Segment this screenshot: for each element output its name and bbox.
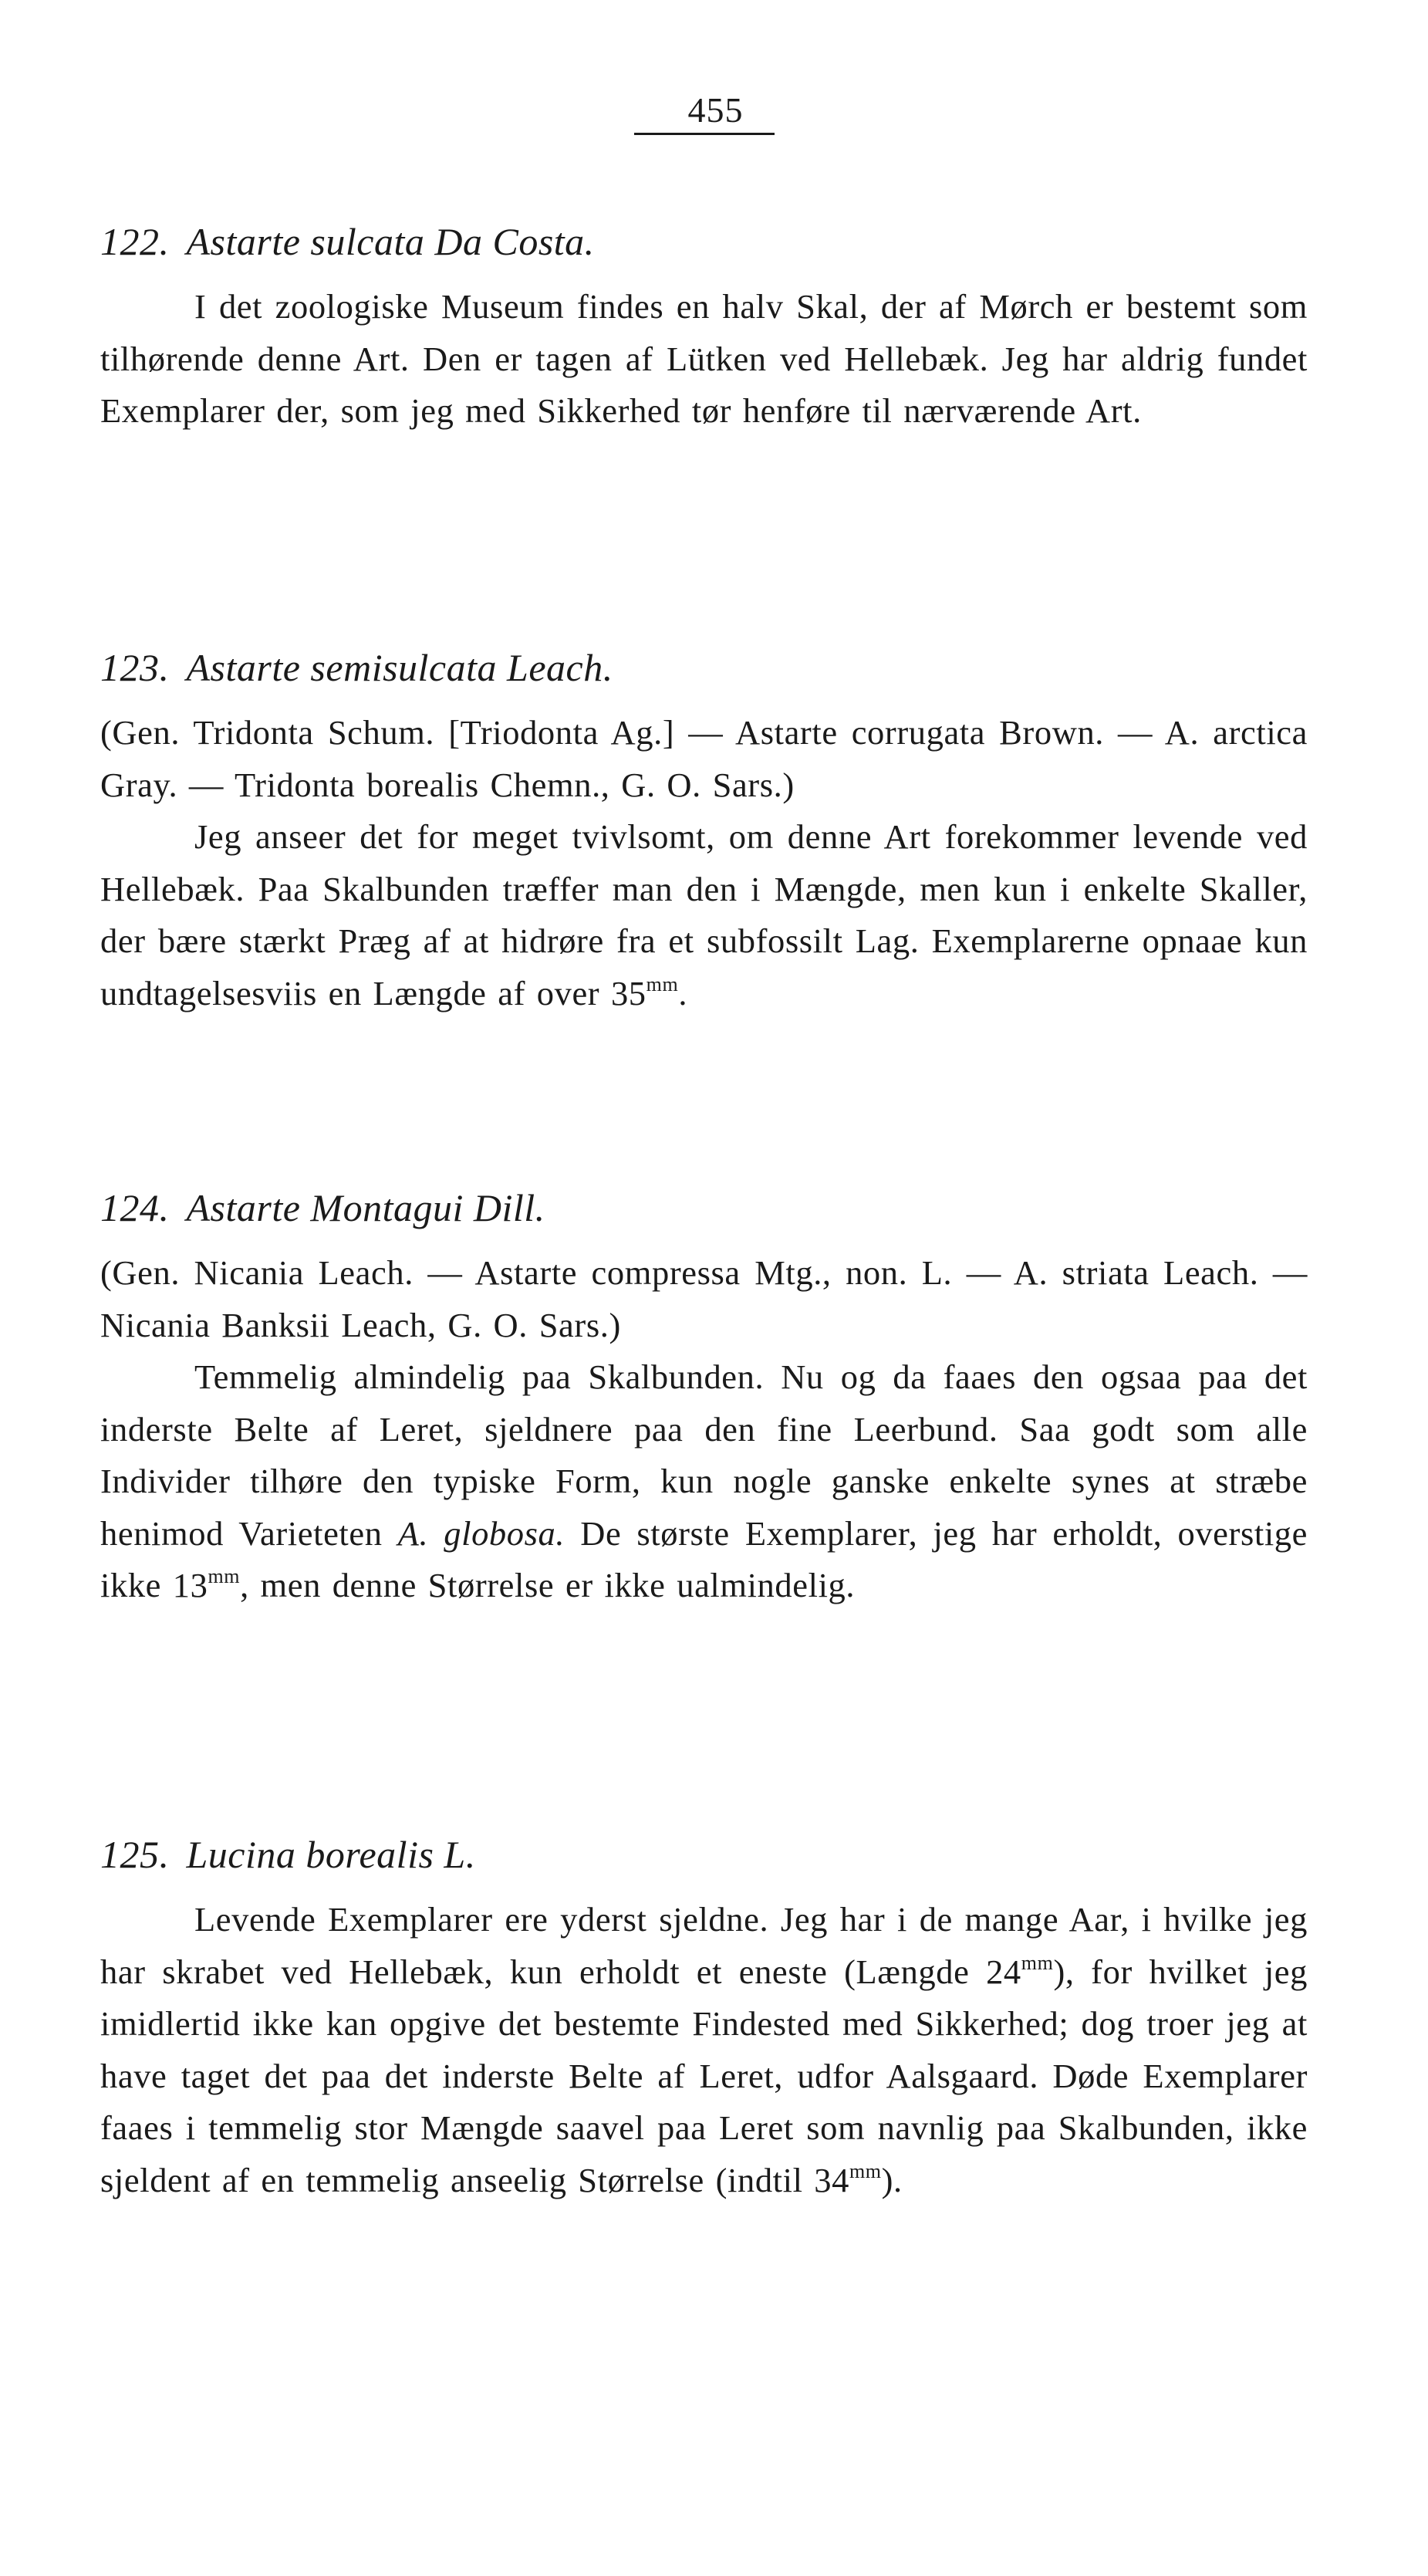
synonymy-paragraph: (Gen. Nicania Leach. — Astarte compressa Mtg., non. L. — A. striata Leach. — Nicania Banksii Leach, G. O. Sars.) <box>100 1253 1308 1344</box>
paragraph: Jeg anseer det for meget tvivlsomt, om denne Art forekommer levende ved Hellebæk. Paa Skalbunden træffer man den i Mængde, men kun i enkelte Skaller, der bære stærkt Præg af at hidrøre fra et subfossilt Lag. Exemplarerne opnaae kun undtagelsesviis en Længde af over $35^{mm}$. <box>100 817 1308 1012</box>
paragraph: I det zoologiske Museum findes en halv Skal, der af Mørch er bestemt som tilhørende denne Art. Den er tagen af Lütken ved Hellebæk. Jeg har aldrig fundet Exemplarer der, som jeg med Sikkerhed tør henføre til nærværende Art. <box>100 287 1308 430</box>
section-heading <box>100 648 1308 687</box>
page-number: 455 <box>100 93 1308 135</box>
unit-mm: mm <box>1021 1951 1054 1974</box>
section-number: 124. <box>100 1186 170 1229</box>
section-title: Astarte sulcata Da Costa. <box>186 220 595 263</box>
section-title: Lucina borealis L. <box>186 1833 476 1876</box>
unit-mm: mm <box>208 1565 241 1587</box>
section-125 <box>100 1835 1308 2206</box>
synonymy-paragraph: (Gen. Tridonta Schum. [Triodonta Ag.] — Astarte corrugata Brown. — A. arctica Gray. — Tridonta borealis Chemn., G. O. Sars.) <box>100 713 1308 804</box>
section-number: 123. <box>100 646 170 689</box>
paragraph: Temmelig almindelig paa Skalbunden. Nu og da faaes den ogsaa paa det inderste Belte af Leret, sjeldnere paa den fine Leerbund. Saa godt som alle Individer tilhøre den typiske Form, kun nogle ganske enkelte synes at stræbe henimod Varieteten A. globosa. De største Exemplarer, jeg har erholdt, overstige ikke $13^{mm}$, men denne Størrelse er ikke ualmindelig. <box>100 1357 1308 1604</box>
section-heading <box>100 222 1308 261</box>
section-123 <box>100 648 1308 1019</box>
section-124 <box>100 1188 1308 1612</box>
unit-mm: mm <box>646 972 679 996</box>
section-number: 122. <box>100 220 170 263</box>
section-title: Astarte semisulcata Leach. <box>186 646 613 689</box>
section-heading <box>100 1835 1308 1874</box>
section-title: Astarte Montagui Dill. <box>186 1186 545 1229</box>
taxon-name: A. globosa. <box>397 1513 565 1553</box>
unit-mm: mm <box>849 2159 882 2182</box>
section-122 <box>100 222 1308 438</box>
section-number: 125. <box>100 1833 170 1876</box>
paragraph: Levende Exemplarer ere yderst sjeldne. Jeg har i de mange Aar, i hvilke jeg har skrabet ved Hellebæk, kun erholdt et eneste (Længde $24^{mm}$), for hvilket jeg imidlertid ikke kan opgive det bestemte Findested med Sikkerhed; dog troer jeg at have taget det paa det inderste Belte af Leret, udfor Aalsgaard. Døde Exemplarer faaes i temmelig stor Mængde saavel paa Leret som navnlig paa Skalbunden, ikke sjeldent af en temmelig anseelig Størrelse (indtil $34^{mm}$). <box>100 1900 1308 2199</box>
section-heading <box>100 1188 1308 1227</box>
